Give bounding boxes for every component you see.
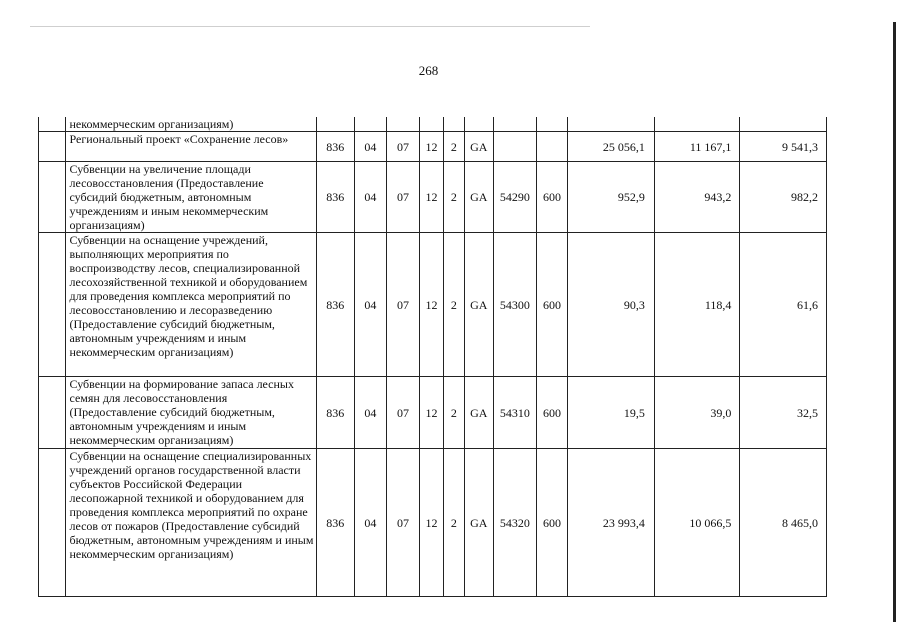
row-index-cell (39, 132, 66, 162)
expense-type-code (536, 132, 568, 162)
table-row (39, 162, 827, 233)
row-index-cell (39, 117, 66, 132)
subsection-code: 07 (387, 377, 420, 449)
scan-top-line (30, 26, 590, 27)
section-code: 04 (354, 449, 387, 597)
project-code: GA (464, 132, 494, 162)
expense-type-code: 600 (536, 377, 568, 449)
amount-year-2: 943,2 (654, 162, 740, 233)
subprogram-code: 2 (444, 233, 464, 377)
program-code: 12 (419, 162, 443, 233)
amount-year-3: 32,5 (740, 377, 827, 449)
row-index-cell (39, 162, 66, 233)
row-name: Субвенции на оснащение учреждений, выполняющих мероприятия по воспроизводству лесов, специализированной лесохозяйственной техникой и оборудованием для проведения комплекса мероприятий по лесовосстановлению и лесоразведению (Предоставление субсидий бюджетным, автономным учреждениям и иным некоммерческим организациям) (66, 233, 316, 377)
table-row-continuation (39, 117, 827, 132)
amount-year-3: 8 465,0 (740, 449, 827, 597)
scan-right-edge (893, 22, 896, 622)
page-number: 268 (418, 63, 439, 78)
amount-year-1: 23 993,4 (568, 449, 655, 597)
amount-year-1: 19,5 (568, 377, 655, 449)
row-name: Субвенции на оснащение специализированных учреждений органов государственной власти субъектов Российской Федерации лесопожарной техникой и оборудованием для проведения комплекса мероприятий по охране лесов от пожаров (Предоставление субсидий бюджетным, автономным учреждениям и иным некоммерческим организациям) (66, 449, 316, 597)
direction-code: 54300 (494, 233, 537, 377)
project-code: GA (464, 233, 494, 377)
project-code: GA (464, 162, 494, 233)
subprogram-code: 2 (444, 377, 464, 449)
direction-code: 54310 (494, 377, 537, 449)
program-code: 12 (419, 449, 443, 597)
amount-year-2: 11 167,1 (654, 132, 740, 162)
amount-year-2: 118,4 (654, 233, 740, 377)
subsection-code: 07 (387, 449, 420, 597)
row-index-cell (39, 233, 66, 377)
row-name: Субвенции на увеличение площади лесовосстановления (Предоставление субсидий бюджетным, автономным учреждениям и иным некоммерческим организациям) (66, 162, 316, 233)
amount-year-3: 61,6 (740, 233, 827, 377)
subprogram-code: 2 (444, 162, 464, 233)
amount-year-1: 952,9 (568, 162, 655, 233)
ministry-code: 836 (316, 449, 354, 597)
section-code: 04 (354, 132, 387, 162)
expense-type-code: 600 (536, 162, 568, 233)
direction-code: 54290 (494, 162, 537, 233)
direction-code: 54320 (494, 449, 537, 597)
program-code: 12 (419, 377, 443, 449)
amount-year-2: 10 066,5 (654, 449, 740, 597)
ministry-code: 836 (316, 377, 354, 449)
amount-year-2: 39,0 (654, 377, 740, 449)
program-code: 12 (419, 233, 443, 377)
table-row (39, 377, 827, 449)
ministry-code: 836 (316, 233, 354, 377)
budget-table (38, 117, 827, 597)
amount-year-3: 9 541,3 (740, 132, 827, 162)
subsection-code: 07 (387, 233, 420, 377)
project-code: GA (464, 449, 494, 597)
row-name: Региональный проект «Сохранение лесов» (66, 132, 316, 162)
subprogram-code: 2 (444, 449, 464, 597)
table-row (39, 233, 827, 377)
project-code: GA (464, 377, 494, 449)
ministry-code: 836 (316, 162, 354, 233)
table-row (39, 132, 827, 162)
expense-type-code: 600 (536, 233, 568, 377)
subprogram-code: 2 (444, 132, 464, 162)
section-code: 04 (354, 377, 387, 449)
table-row (39, 449, 827, 597)
expense-type-code: 600 (536, 449, 568, 597)
amount-year-1: 25 056,1 (568, 132, 655, 162)
subsection-code: 07 (387, 132, 420, 162)
section-code: 04 (354, 233, 387, 377)
row-name: Субвенции на формирование запаса лесных семян для лесовосстановления (Предоставление субсидий бюджетным, автономным учреждениям и иным некоммерческим организациям) (66, 377, 316, 449)
amount-year-3: 982,2 (740, 162, 827, 233)
row-index-cell (39, 377, 66, 449)
subsection-code: 07 (387, 162, 420, 233)
row-index-cell (39, 449, 66, 597)
row-name: некоммерческим организациям) (66, 117, 316, 132)
section-code: 04 (354, 162, 387, 233)
amount-year-1: 90,3 (568, 233, 655, 377)
direction-code (494, 132, 537, 162)
ministry-code: 836 (316, 132, 354, 162)
program-code: 12 (419, 132, 443, 162)
